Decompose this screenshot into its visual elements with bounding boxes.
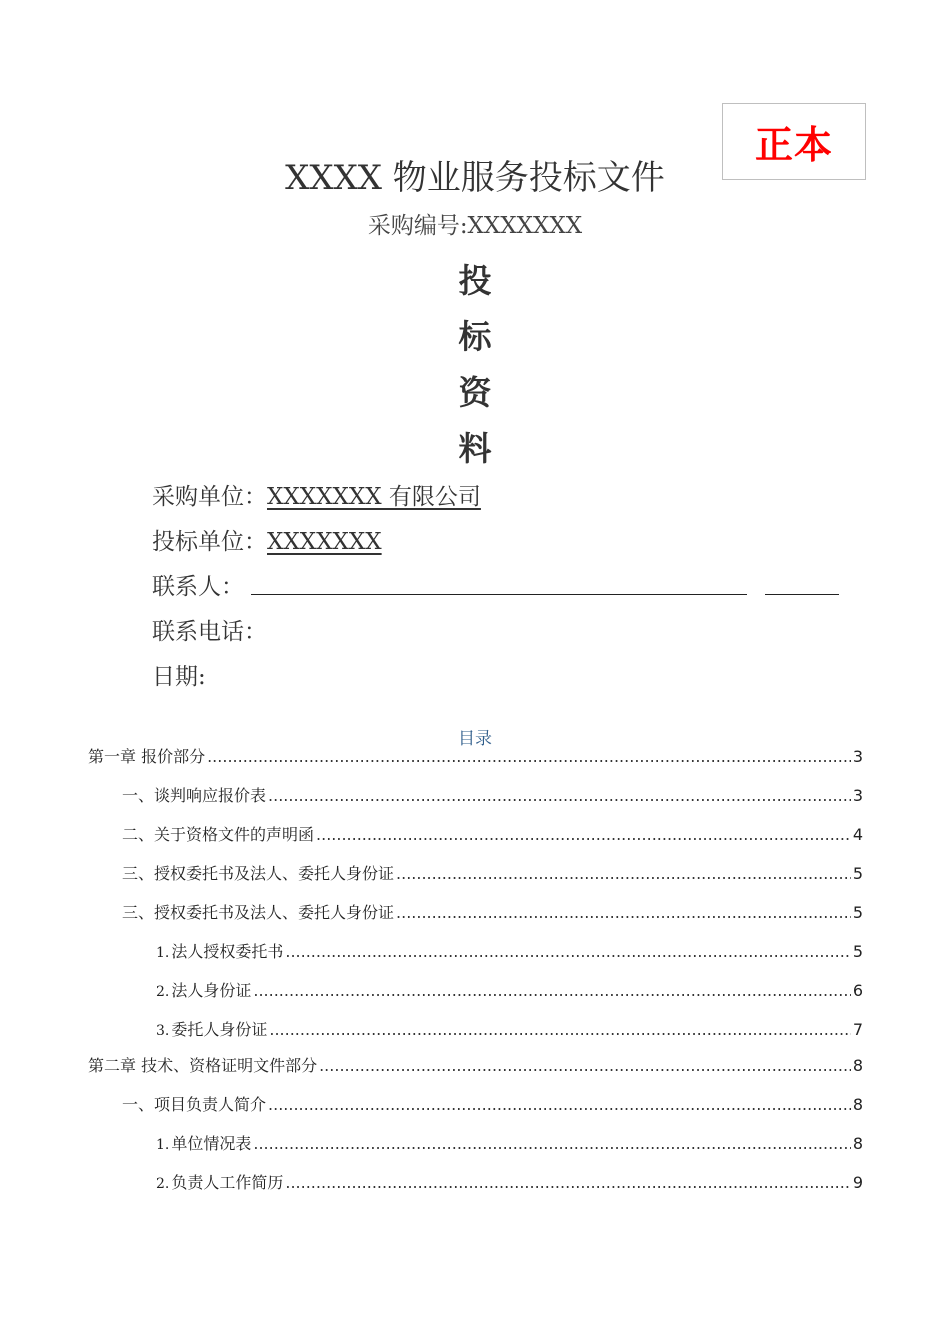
toc-entry-text: 负责人工作简历 [171, 1173, 284, 1192]
toc-dot-leader [316, 825, 851, 844]
toc-entry-number: 3. [156, 1023, 170, 1039]
toc-entry-label [122, 861, 394, 884]
toc-entry-label [122, 900, 394, 923]
phone-field [152, 613, 267, 646]
toc-entry-label [88, 744, 205, 767]
toc-dot-leader [253, 1134, 850, 1153]
phone-label: 联系电话： [152, 619, 267, 645]
toc-entry[interactable] [122, 783, 863, 806]
toc-entry-page: 5 [852, 903, 863, 922]
contact-blank-line-2 [765, 593, 839, 595]
date-label: 日期: [152, 664, 206, 690]
toc-dot-leader [285, 1173, 850, 1192]
toc-entry-page: 8 [852, 1095, 863, 1114]
toc-entry-label [156, 1017, 267, 1040]
toc-entry-text: 法人身份证 [171, 981, 252, 1000]
toc-entry-text: 委托人身份证 [171, 1020, 268, 1039]
stamp-text: 正本 [754, 123, 833, 167]
toc-entry-label [88, 1053, 317, 1076]
toc-entry-label [156, 1131, 251, 1154]
purchaser-label: 采购单位： [152, 484, 267, 510]
toc-title: 目录 [458, 729, 492, 749]
toc-entry[interactable] [88, 1053, 863, 1076]
toc-entry-page: 6 [852, 981, 863, 1000]
toc-entry-number: 1. [156, 1137, 170, 1153]
toc-dot-leader [269, 1020, 850, 1039]
vertical-title-char: 投 [458, 261, 492, 300]
procurement-number: 采购编号:XXXXXXX [367, 213, 583, 239]
toc-entry[interactable] [122, 1092, 863, 1115]
toc-entry-text: 单位情况表 [171, 1134, 252, 1153]
toc-entry-text: 一、项目负责人简介 [122, 1095, 267, 1114]
contact-blank-line [251, 593, 747, 595]
toc-entry[interactable] [156, 1131, 863, 1154]
document-title: XXXX 物业服务投标文件 [285, 158, 665, 198]
bidder-label: 投标单位： [152, 529, 267, 555]
toc-entry-number: 2. [156, 984, 170, 1000]
toc-entry-text: 第二章 技术、资格证明文件部分 [88, 1056, 318, 1075]
toc-entry[interactable] [156, 1170, 863, 1193]
toc-entry[interactable] [156, 978, 863, 1001]
toc-entry-number: 2. [156, 1176, 170, 1192]
toc-dot-leader [396, 903, 851, 922]
toc-entry[interactable] [156, 1017, 863, 1040]
toc-dot-leader [285, 942, 850, 961]
toc-entry-label [156, 1170, 283, 1193]
toc-dot-leader [396, 864, 851, 883]
toc-entry-label [122, 783, 266, 806]
toc-entry-text: 二、关于资格文件的声明函 [122, 825, 315, 844]
toc-entry-label [156, 939, 283, 962]
toc-entry-page: 8 [852, 1056, 863, 1075]
vertical-title-char: 资 [458, 373, 492, 412]
bidder-field [152, 523, 382, 556]
toc-dot-leader [319, 1056, 851, 1075]
toc-dot-leader [253, 981, 850, 1000]
toc-entry[interactable] [122, 822, 863, 845]
toc-entry[interactable] [88, 744, 863, 767]
bidder-value: XXXXXXX [267, 529, 382, 555]
toc-entry-page: 5 [852, 864, 863, 883]
contact-label: 联系人： [152, 574, 244, 600]
toc-entry-label [122, 1092, 266, 1115]
toc-entry-page: 3 [852, 747, 863, 766]
toc-entry-text: 法人授权委托书 [171, 942, 284, 961]
toc-dot-leader [268, 786, 851, 805]
toc-entry-label [156, 978, 251, 1001]
toc-entry-text: 一、谈判响应报价表 [122, 786, 267, 805]
vertical-title-char: 料 [458, 429, 492, 468]
toc-dot-leader [268, 1095, 851, 1114]
toc-entry[interactable] [122, 900, 863, 923]
toc-entry-page: 4 [852, 825, 863, 844]
toc-entry-page: 5 [852, 942, 863, 961]
toc-dot-leader [207, 747, 851, 766]
date-field [152, 658, 206, 691]
toc-entry-text: 三、授权委托书及法人、委托人身份证 [122, 903, 395, 922]
contact-field [152, 568, 839, 601]
toc-entry[interactable] [122, 861, 863, 884]
toc-entry-label [122, 822, 314, 845]
toc-entry-page: 7 [852, 1020, 863, 1039]
toc-entry-page: 9 [852, 1173, 863, 1192]
toc-entry-page: 8 [852, 1134, 863, 1153]
toc-entry[interactable] [156, 939, 863, 962]
purchaser-value: XXXXXXX 有限公司 [267, 484, 481, 510]
toc-entry-page: 3 [852, 786, 863, 805]
toc-entry-text: 第一章 报价部分 [88, 747, 206, 766]
toc-entry-number: 1. [156, 945, 170, 961]
purchaser-field [152, 478, 481, 511]
toc-entry-text: 三、授权委托书及法人、委托人身份证 [122, 864, 395, 883]
vertical-title-char: 标 [458, 317, 492, 356]
